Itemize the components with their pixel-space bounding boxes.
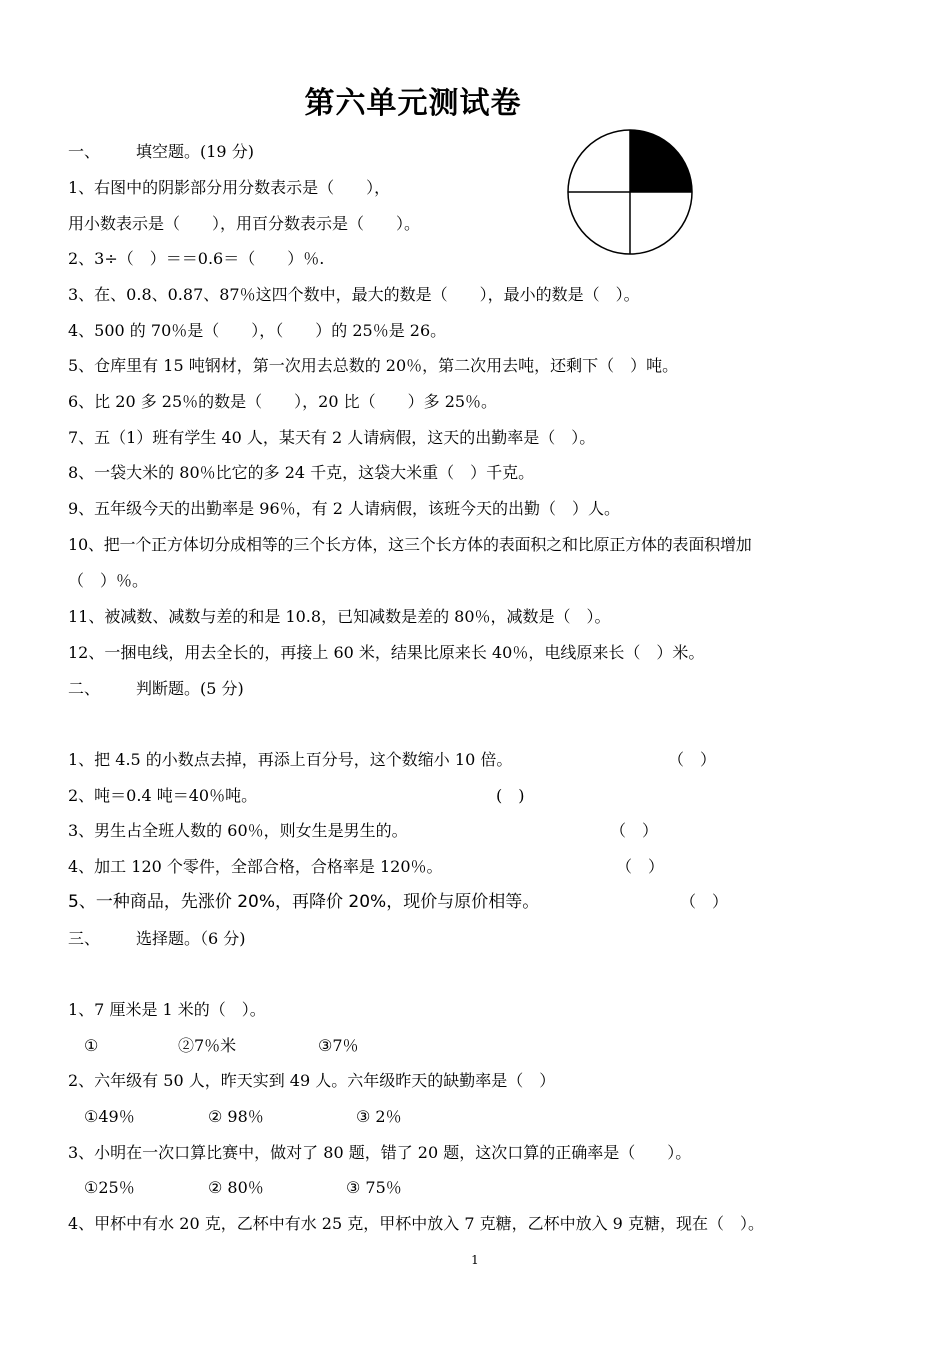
section-number: 一、	[68, 142, 101, 161]
choice-2-option-2: ② 98％	[208, 1107, 264, 1126]
choice-1: 1、7 厘米是 1 米的（ ）。	[68, 1000, 266, 1019]
section-label: 选择题。（6 分)	[136, 929, 246, 948]
question-3: 3、在、0.8、0.87、87％这四个数中，最大的数是（ ），最小的数是（ ）。	[68, 285, 640, 304]
question-9: 9、五年级今天的出勤率是 96％，有 2 人请病假，该班今天的出勤（ ）人。	[68, 499, 620, 518]
choice-3: 3、小明在一次口算比赛中，做对了 80 题，错了 20 题，这次口算的正确率是（ ）。	[68, 1143, 692, 1162]
judgement-4: 4、加工 120 个零件，全部合格，合格率是 120％。	[68, 857, 443, 876]
choice-1-option-3: ③7％	[318, 1036, 359, 1055]
page-number: 1	[471, 1253, 479, 1267]
question-1b: 用小数表示是（ ），用百分数表示是（ ）。	[68, 214, 421, 233]
page-title: 第六单元测试卷	[304, 86, 522, 121]
question-6: 6、比 20 多 25％的数是（ ），20 比（ ）多 25％。	[68, 392, 498, 411]
question-7: 7、五（1）班有学生 40 人，某天有 2 人请病假，这天的出勤率是（ ）。	[68, 428, 596, 447]
section-label: 判断题。(5 分)	[136, 679, 244, 698]
question-12: 12、一捆电线，用去全长的，再接上 60 米，结果比原来长 40％，电线原来长（ ）米。	[68, 643, 705, 662]
judgement-3-answer: （ ）	[610, 821, 659, 840]
choice-2: 2、六年级有 50 人，昨天实到 49 人。六年级昨天的缺勤率是（ ）	[68, 1071, 556, 1090]
section-fill-blank-heading	[68, 142, 254, 162]
question-10a: 10、把一个正方体切分成相等的三个长方体，这三个长方体的表面积之和比原正方体的表面积增加	[68, 535, 752, 554]
judgement-5: 5、一种商品，先涨价 20%，再降价 20%，现价与原价相等。	[68, 892, 540, 912]
choice-4: 4、甲杯中有水 20 克，乙杯中有水 25 克，甲杯中放入 7 克糖，乙杯中放入 9 克糖，现在（ ）。	[68, 1214, 764, 1233]
judgement-2: 2、吨＝0.4 吨＝40％吨。	[68, 786, 258, 805]
choice-3-option-3: ③ 75％	[346, 1178, 402, 1197]
question-2: 2、3÷（ ）＝＝0.6＝（ ）％.	[68, 249, 325, 268]
section-number: 二、	[68, 679, 101, 698]
choice-2-option-1: ①49％	[84, 1107, 135, 1126]
judgement-1-answer: （ ）	[668, 750, 717, 769]
question-8: 8、一袋大米的 80％比它的多 24 千克，这袋大米重（ ）千克。	[68, 463, 535, 482]
judgement-2-answer: ( )	[496, 786, 525, 805]
judgement-3: 3、男生占全班人数的 60％，则女生是男生的。	[68, 821, 408, 840]
choice-1-option-1: ①	[84, 1036, 99, 1055]
section-number: 三、	[68, 929, 101, 948]
choice-3-option-1: ①25％	[84, 1178, 135, 1197]
choice-1-option-2: ②7％米	[178, 1036, 237, 1055]
question-11: 11、被减数、减数与差的和是 10.8，已知减数是差的 80％，减数是（ ）。	[68, 607, 611, 626]
choice-2-option-3: ③ 2％	[356, 1107, 402, 1126]
section-label: 填空题。(19 分)	[136, 142, 254, 161]
judgement-5-answer: （ ）	[680, 892, 729, 911]
judgement-4-answer: （ ）	[616, 857, 665, 876]
question-10b: （ ）％。	[68, 571, 149, 590]
quarter-shaded-circle-figure	[566, 128, 696, 258]
section-judgement-heading	[68, 679, 244, 699]
question-4: 4、500 的 70％是（ ），（ ）的 25％是 26。	[68, 321, 447, 340]
question-1a: 1、右图中的阴影部分用分数表示是（ ），	[68, 178, 391, 197]
question-5: 5、仓库里有 15 吨钢材，第一次用去总数的 20％，第二次用去吨，还剩下（ ）吨。	[68, 356, 679, 375]
section-choice-heading	[68, 929, 246, 949]
judgement-1: 1、把 4.5 的小数点去掉，再添上百分号，这个数缩小 10 倍。	[68, 750, 513, 769]
choice-3-option-2: ② 80％	[208, 1178, 264, 1197]
